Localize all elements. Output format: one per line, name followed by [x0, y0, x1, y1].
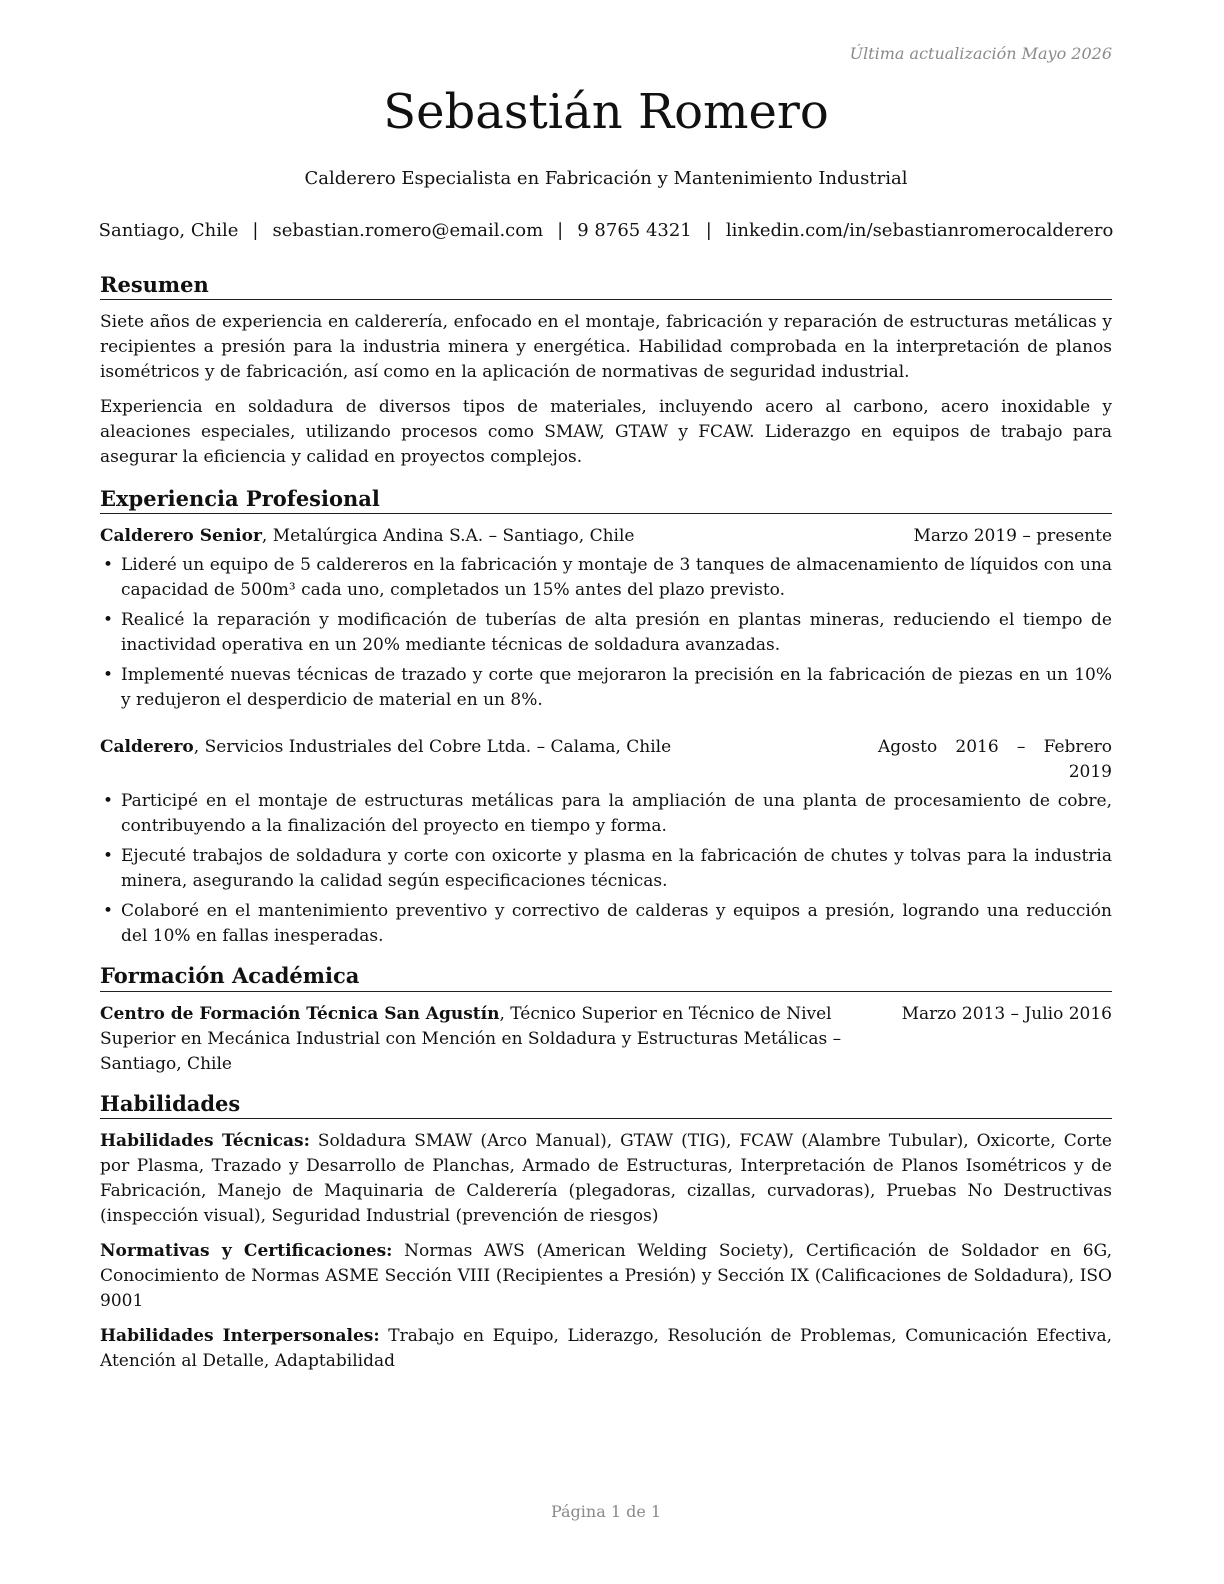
- job-title: [100, 735, 671, 785]
- contact-phone: 9 8765 4321: [577, 220, 692, 241]
- job-title: [100, 524, 634, 549]
- last-updated: Última actualización Mayo 2026: [849, 44, 1112, 63]
- section-title-experience: Experiencia Profesional: [100, 486, 1112, 514]
- job-bullet: • Ejecuté trabajos de soldadura y corte con oxicorte y plasma en la fabricación de chutes y tolvas para la industria minera, asegurando la calidad según especificaciones técnicas.: [100, 844, 1112, 894]
- job-bullet: • Participé en el montaje de estructuras metálicas para la ampliación de una planta de procesamiento de cobre, contribuyendo a la finalización del proyecto en tiempo y forma.: [100, 789, 1112, 839]
- page-number: Página 1 de 1: [550, 1502, 662, 1521]
- resume-content: [100, 272, 1112, 1384]
- job-company: , Servicios Industriales del Cobre Ltda. – Calama, Chile: [193, 737, 672, 758]
- skills-section: [100, 1091, 1112, 1374]
- job-bullet: • Implementé nuevas técnicas de trazado y corte que mejoraron la precisión en la fabricación de piezas en un 10% y redujeron el desperdicio de material en un 8%.: [100, 663, 1112, 713]
- contact-linkedin[interactable]: linkedin.com/in/sebastianromerocalderero: [725, 220, 1114, 241]
- job-bullet: • Lideré un equipo de 5 caldereros en la fabricación y montaje de 3 tanques de almacenamiento de líquidos con una capacidad de 500m³ cada uno, completados un 15% antes del plazo previsto.: [100, 553, 1112, 603]
- skill-group-certifications: [100, 1239, 1112, 1314]
- job-company: , Metalúrgica Andina S.A. – Santiago, Chile: [261, 526, 635, 547]
- experience-section: [100, 486, 1112, 949]
- headline: Calderero Especialista en Fabricación y Mantenimiento Industrial: [304, 168, 908, 189]
- education-dates: Marzo 2013 – Julio 2016: [901, 1003, 1112, 1024]
- skill-group-technical: [100, 1129, 1112, 1229]
- job-dates: Marzo 2019 – presente: [913, 526, 1112, 547]
- job-role: Calderero Senior: [100, 526, 262, 547]
- summary-paragraph: Siete años de experiencia en calderería, enfocado en el montaje, fabricación y reparación de estructuras metálicas y recipientes a presión para la industria minera y energética. Habilidad comprobada en la interpretación de planos isométricos y de fabricación, así como en la aplicación de normativas de seguridad industrial.: [100, 312, 1112, 383]
- skill-group-text: Trabajo en Equipo, Liderazgo, Resolución de Problemas, Comunicación Efectiva, Atención al Detalle, Adaptabilidad: [100, 1325, 1112, 1371]
- candidate-name: Sebastián Romero: [383, 84, 829, 140]
- section-title-education: Formación Académica: [100, 963, 1112, 991]
- education-entry: [100, 1002, 1112, 1077]
- job-entry: [100, 735, 1112, 949]
- contact-separator: |: [705, 220, 712, 241]
- contact-separator: |: [557, 220, 564, 241]
- contact-line: [0, 220, 1212, 242]
- job-header: [100, 735, 1112, 785]
- education-section: [100, 963, 1112, 1076]
- job-header: [100, 524, 1112, 549]
- skill-group-interpersonal: [100, 1324, 1112, 1374]
- skill-group-label: Habilidades Interpersonales:: [100, 1325, 380, 1346]
- education-details: [100, 1002, 880, 1077]
- skill-group-text: Soldadura SMAW (Arco Manual), GTAW (TIG), FCAW (Alambre Tubular), Oxicorte, Corte por Plasma, Trazado y Desarrollo de Planchas, Armado de Estructuras, Interpretación de Planos Isométricos y de Fabricación, Manejo de Maquinaria de Calderería (plegadoras, cizallas, curvadoras), Pruebas No Destructivas (inspección visual), Seguridad Industrial (prevención de riesgos): [100, 1130, 1112, 1226]
- job-bullets: [100, 789, 1112, 949]
- skill-group-label: Normativas y Certificaciones:: [100, 1240, 393, 1261]
- job-entry: [100, 524, 1112, 713]
- section-title-skills: Habilidades: [100, 1091, 1112, 1119]
- summary-section: [100, 272, 1112, 470]
- summary-paragraph: Experiencia en soldadura de diversos tipos de materiales, incluyendo acero al carbono, acero inoxidable y aleaciones especiales, utilizando procesos como SMAW, GTAW y FCAW. Liderazgo en equipos de trabajo para asegurar la eficiencia y calidad en proyectos complejos.: [100, 397, 1112, 468]
- education-institution: Centro de Formación Técnica San Agustín: [100, 1003, 500, 1024]
- education-degree: , Técnico Superior en Técnico de Nivel Superior en Mecánica Industrial con Mención en Soldadura y Estructuras Metálicas – Santiago, Chile: [100, 1003, 842, 1074]
- contact-location: Santiago, Chile: [98, 220, 239, 241]
- job-bullets: [100, 553, 1112, 713]
- job-bullet: • Colaboré en el mantenimiento preventivo y correctivo de calderas y equipos a presión, logrando una reducción del 10% en fallas inesperadas.: [100, 899, 1112, 949]
- job-role: Calderero: [100, 737, 194, 758]
- contact-email[interactable]: sebastian.romero@email.com: [272, 220, 544, 241]
- job-dates: Agosto 2016 – Febrero 2019: [878, 737, 1112, 783]
- section-title-summary: Resumen: [100, 272, 1112, 300]
- skill-group-label: Habilidades Técnicas:: [100, 1130, 310, 1151]
- job-bullet: • Realicé la reparación y modificación de tuberías de alta presión en plantas mineras, reduciendo el tiempo de inactividad operativa en un 20% mediante técnicas de soldadura avanzadas.: [100, 608, 1112, 658]
- contact-separator: |: [252, 220, 259, 241]
- skill-group-text: Normas AWS (American Welding Society), Certificación de Soldador en 6G, Conocimiento de Normas ASME Sección VIII (Recipientes a Presión) y Sección IX (Calificaciones de Soldadura), ISO 9001: [100, 1240, 1112, 1311]
